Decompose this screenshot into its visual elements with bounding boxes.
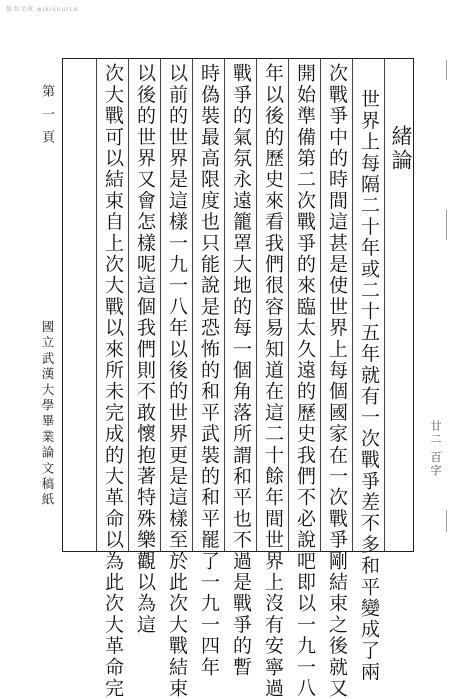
ruling-line <box>192 59 193 551</box>
page-number-margin: 第 一 頁 <box>39 84 54 147</box>
ruling-line <box>160 59 161 551</box>
text-column: 以前的世界是這樣一九一八年以後的世界更是這樣至於此次大戰結束 <box>166 63 188 699</box>
ruling-line <box>96 59 97 551</box>
ruling-line <box>288 59 289 551</box>
institution-margin-label: 國立武漢大學畢業論文稿紙 <box>40 320 55 509</box>
watermark-stamp: 維基文庫 wikisource <box>6 6 79 13</box>
ruling-line <box>128 59 129 551</box>
manuscript-sheet <box>62 58 414 699</box>
edge-mark <box>446 60 447 80</box>
ruling-line <box>320 59 321 551</box>
text-column: 戰爭的氣氛永遠籠罩大地的每一個角落所謂和平也不過是戰爭的暫 <box>230 63 252 678</box>
edge-mark <box>446 510 447 532</box>
text-column: 以後的世界又會怎樣呢這個我們則不敢懷抱著特殊樂觀以為這 <box>134 63 156 636</box>
text-column: 次大戰可以結束自上次大戰以來所未完成的大革命以為此次大革命完 <box>102 63 124 699</box>
ruling-line <box>224 59 225 551</box>
text-column: 開始準備第二次戰爭的來臨太久遠的歷史我們不必說吧即以一九一八 <box>294 63 316 699</box>
text-column: 時偽裝最高限度也只能說是恐怖的和平武裝的和平罷了一九一四年 <box>198 63 220 678</box>
ruling-line <box>256 59 257 551</box>
text-column: 年以後的歷史來看我們很容易知道在這二十餘年間世界上沒有安寧過 <box>262 63 284 699</box>
text-column: 世界上每隔二十年或二十五年就有一次戰爭差不多和平變成了兩 <box>358 89 380 683</box>
ruling-line <box>352 59 353 551</box>
char-count-margin: 廿二 百字 <box>429 420 442 478</box>
edge-mark <box>446 210 447 240</box>
text-column: 次戰爭中的時間這甚是使世界上每個國家在一次戰爭剛結束之後就又 <box>326 63 348 699</box>
ruling-line <box>384 59 385 551</box>
section-title: 緒論 <box>389 125 413 173</box>
